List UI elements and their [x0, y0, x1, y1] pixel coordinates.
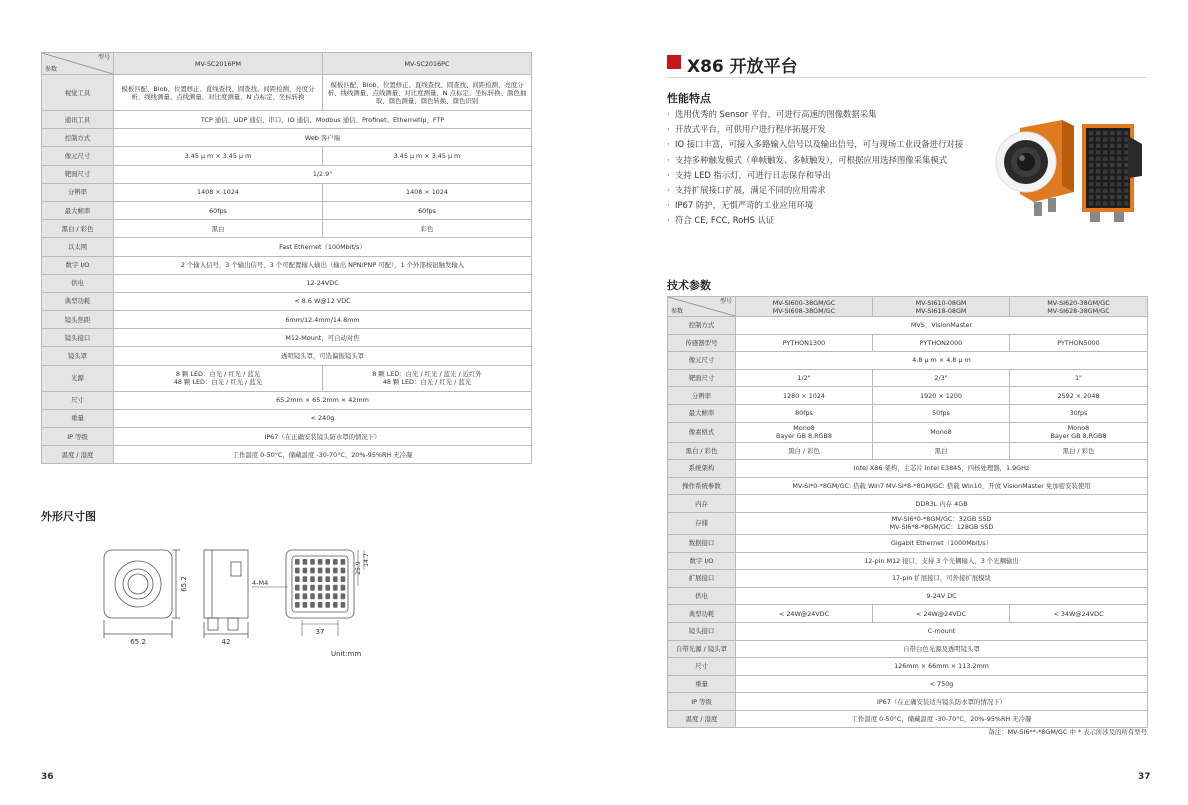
table-row	[42, 165, 532, 183]
footnote: 备注：MV-SI6**-*8GM/GC 中 * 表示所涉及的所有型号	[988, 728, 1147, 736]
right-table-head	[668, 297, 1148, 317]
right-spec-table	[667, 296, 1148, 728]
table-row	[668, 387, 1148, 405]
table-row	[668, 334, 1148, 352]
table-row	[668, 710, 1148, 728]
cell-value: 2 个输入信号，3 个输出信号，3 个可配置输入输出（输出 NPN/PNP 可配），1 个外部按钮触发输入	[114, 256, 532, 274]
cell-value: Gigabit Ethernet（1000Mbit/s）	[736, 534, 1148, 552]
row-label: 镜头罩	[42, 347, 114, 365]
cell-value: 4.8 μ m × 4.8 μ m	[736, 352, 1148, 370]
row-label: 光源	[42, 365, 114, 391]
cell-value: 2592 × 2048	[1010, 387, 1148, 405]
row-label: 控制方式	[668, 317, 736, 335]
row-label: 以太网	[42, 238, 114, 256]
row-label: 分辨率	[42, 183, 114, 201]
cell-value: Web 客户端	[114, 129, 532, 147]
cell-value: 1920 × 1200	[873, 387, 1010, 405]
row-label: 靶面尺寸	[42, 165, 114, 183]
table-corner-cell	[668, 297, 736, 317]
cell-value: < 34W@24VDC	[1010, 605, 1148, 623]
table-row	[668, 460, 1148, 478]
table-row	[42, 292, 532, 310]
features-list	[667, 107, 967, 229]
row-label: 温度 / 湿度	[42, 446, 114, 464]
cell-value: 30fps	[1010, 404, 1148, 422]
row-label: 重量	[668, 675, 736, 693]
row-label: 数据接口	[668, 534, 736, 552]
features-title: 性能特点	[667, 92, 711, 105]
row-label: IP 等级	[668, 693, 736, 711]
cell-value: 50fps	[873, 404, 1010, 422]
row-label: 尺寸	[668, 658, 736, 676]
table-row	[668, 369, 1148, 387]
camera-front	[996, 120, 1074, 216]
cell-value: 12-pin M12 接口，支持 3 个光耦输入，3 个光耦输出	[736, 552, 1148, 570]
table-row	[668, 442, 1148, 460]
back-height-label-b: 14.7	[363, 553, 370, 567]
row-label: 黑白 / 彩色	[42, 220, 114, 238]
cell-value: C-mount	[736, 622, 1148, 640]
left-table-head	[42, 53, 532, 75]
camera-back	[1082, 124, 1142, 222]
cell-value: IP67（在正确安装适当镜头防水罩的情况下）	[736, 693, 1148, 711]
table-row	[668, 495, 1148, 513]
table-row	[42, 129, 532, 147]
back-width-label: 37	[315, 628, 325, 636]
cell-value: MVS，VisionMaster	[736, 317, 1148, 335]
table-row	[668, 693, 1148, 711]
cell-value: 65.2mm × 65.2mm × 42mm	[114, 391, 532, 409]
table-row	[42, 256, 532, 274]
table-row	[42, 111, 532, 129]
row-label: 镜头接口	[42, 329, 114, 347]
model-header: MV-SC2016PM	[114, 53, 323, 75]
table-row	[668, 640, 1148, 658]
table-row	[42, 183, 532, 201]
table-row	[668, 570, 1148, 588]
cell-value: 彩色	[323, 220, 532, 238]
table-row	[668, 622, 1148, 640]
tech-specs-title: 技术参数	[667, 279, 711, 292]
cell-value: 3.45 μ m × 3.45 μ m	[323, 147, 532, 165]
cell-value: Intel X86 架构，主芯片 Intel E3845，四核处理器，1.9GHz	[736, 460, 1148, 478]
row-label: 黑白 / 彩色	[668, 442, 736, 460]
row-label: 像素格式	[668, 422, 736, 442]
row-label: 镜头接口	[668, 622, 736, 640]
unit-label: Unit:mm	[331, 650, 362, 658]
row-label: 传感器型号	[668, 334, 736, 352]
table-row	[668, 512, 1148, 534]
table-row	[42, 329, 532, 347]
cell-value: IP67（在正确安装镜头防水罩的情况下）	[114, 428, 532, 446]
row-label: 最大帧率	[668, 404, 736, 422]
cell-value: 模板匹配、Blob、位置修正、直线查找、圆查找、间距检测、亮度分析、线线测量、点线测量、对比度测量、N 点标定、坐标转换	[114, 75, 323, 111]
cell-value: Mono8 Bayer GB 8,RGB8	[1010, 422, 1148, 442]
page-number-right: 37	[1138, 772, 1151, 782]
row-label: 扩展接口	[668, 570, 736, 588]
page-number-left: 36	[41, 772, 54, 782]
cell-value: 1/2.9"	[114, 165, 532, 183]
model-header: MV-SC2016PC	[323, 53, 532, 75]
row-label: 尺寸	[42, 391, 114, 409]
back-height-label-a: 25.9	[355, 561, 362, 575]
row-label: 存储	[668, 512, 736, 534]
cell-value: 1"	[1010, 369, 1148, 387]
row-label: 视觉工具	[42, 75, 114, 111]
row-label: 像元尺寸	[668, 352, 736, 370]
row-label: 典型功耗	[42, 292, 114, 310]
cell-value: < 24W@24VDC	[873, 605, 1010, 623]
table-row	[42, 147, 532, 165]
row-label: 典型功耗	[668, 605, 736, 623]
table-row	[668, 352, 1148, 370]
table-row	[42, 347, 532, 365]
left-table-body	[42, 75, 532, 464]
cell-value: 8 颗 LED：白光 / 红光 / 蓝光 / 近红外 48 颗 LED：白光 / 红光 / 蓝光	[323, 365, 532, 391]
dimensions-title: 外形尺寸图	[41, 510, 96, 523]
cell-value: 3.45 μ m × 3.45 μ m	[114, 147, 323, 165]
dimension-drawing	[92, 540, 372, 648]
feature-item: · IP67 防护，无惧严苛的工业应用环境	[667, 198, 967, 213]
table-row	[668, 422, 1148, 442]
corner-param-label: 参数	[45, 65, 58, 73]
feature-item: · IO 接口丰富，可接入多路输入信号以及输出信号，可与现场工业设备进行对接	[667, 137, 967, 152]
cell-value: Fast Ethernet（100Mbit/s）	[114, 238, 532, 256]
table-row	[42, 391, 532, 409]
row-label: IP 等级	[42, 428, 114, 446]
table-row	[42, 311, 532, 329]
row-label: 供电	[668, 587, 736, 605]
cell-value: M12-Mount，可自动对焦	[114, 329, 532, 347]
table-row	[668, 477, 1148, 495]
front-width-label: 65.2	[130, 638, 146, 646]
cell-value: 60fps	[323, 201, 532, 219]
row-label: 重量	[42, 409, 114, 427]
row-label: 操作系统参数	[668, 477, 736, 495]
table-row	[42, 446, 532, 464]
corner-param-label: 参数	[671, 307, 684, 315]
table-row	[42, 409, 532, 427]
cell-value: 12-24VDC	[114, 274, 532, 292]
row-label: 数字 I/O	[42, 256, 114, 274]
cell-value: 126mm × 66mm × 113.2mm	[736, 658, 1148, 676]
header-divider	[667, 77, 1147, 78]
table-row	[42, 75, 532, 111]
heatsink-fins	[295, 559, 345, 608]
cell-value: 模板匹配、Blob、位置修正、直线查找、圆查找、间距检测、亮度分析、线线测量、点线测量、对比度测量、N 点标定、坐标转换、颜色抽取、颜色测量、颜色转换、颜色识别	[323, 75, 532, 111]
cell-value: 黑白 / 彩色	[1010, 442, 1148, 460]
table-row	[668, 534, 1148, 552]
table-row	[42, 365, 532, 391]
cell-value: 2/3"	[873, 369, 1010, 387]
row-label: 分辨率	[668, 387, 736, 405]
row-label: 镜头焦距	[42, 311, 114, 329]
table-row	[668, 587, 1148, 605]
cell-value: < 8.6 W@12 VDC	[114, 292, 532, 310]
corner-model-label: 型号	[719, 298, 732, 305]
cell-value: 黑白	[873, 442, 1010, 460]
row-label: 温度 / 湿度	[668, 710, 736, 728]
cell-value: 黑白	[114, 220, 323, 238]
row-label: 控制方式	[42, 129, 114, 147]
cell-value: PYTHON2000	[873, 334, 1010, 352]
cell-value: 17-pin 扩展接口，可外接扩展模块	[736, 570, 1148, 588]
feature-item: · 选用优秀的 Sensor 平台，可进行高速的图像数据采集	[667, 107, 967, 122]
side-view	[204, 550, 248, 638]
row-label: 最大帧率	[42, 201, 114, 219]
row-label: 供电	[42, 274, 114, 292]
cell-value: < 240g	[114, 409, 532, 427]
cell-value: 1408 × 1024	[114, 183, 323, 201]
cell-value: TCP 通信、UDP 通信、串口、IO 通信、Modbus 通信、Profinet、EthernetIp、FTP	[114, 111, 532, 129]
cell-value: < 24W@24VDC	[736, 605, 873, 623]
cell-value: MV-SI6*0-*8GM/GC：32GB SSD MV-SI6*8-*8GM/GC：128GB SSD	[736, 512, 1148, 534]
table-row	[668, 404, 1148, 422]
cell-value: 工作温度 0-50°C，储藏温度 -30-70°C，20%-95%RH 无冷凝	[114, 446, 532, 464]
table-row	[668, 675, 1148, 693]
feature-item: · 支持 LED 指示灯，可进行日志保存和导出	[667, 168, 967, 183]
cell-value: Mono8	[873, 422, 1010, 442]
cell-value: 6mm/12.4mm/14.8mm	[114, 311, 532, 329]
page-header	[667, 52, 1147, 77]
table-row	[42, 220, 532, 238]
row-label: 系统架构	[668, 460, 736, 478]
right-table-body	[668, 317, 1148, 728]
model-header: MV-SI610-08GM MV-SI618-08GM	[873, 297, 1010, 317]
row-label: 像元尺寸	[42, 147, 114, 165]
table-corner-cell	[42, 53, 114, 75]
cell-value: 60fps	[114, 201, 323, 219]
cell-value: 黑白 / 彩色	[736, 442, 873, 460]
corner-model-label: 型号	[97, 54, 110, 61]
front-view	[104, 550, 180, 638]
model-header: MV-SI620-38GM/GC MV-SI628-38GM/GC	[1010, 297, 1148, 317]
row-label: 通讯工具	[42, 111, 114, 129]
cell-value: 透明镜头罩，可选偏振镜头罩	[114, 347, 532, 365]
cell-value: 自带白色光源及透明镜头罩	[736, 640, 1148, 658]
cell-value: < 750g	[736, 675, 1148, 693]
front-height-label: 65.2	[180, 576, 188, 592]
header-title: X86 开放平台	[687, 57, 798, 77]
cell-value: 8 颗 LED：白光 / 红光 / 蓝光 48 颗 LED：白光 / 红光 / 蓝光	[114, 365, 323, 391]
cell-value: DDR3L 内存 4GB	[736, 495, 1148, 513]
header-accent-square	[667, 55, 681, 69]
row-label: 自带光源 / 镜头罩	[668, 640, 736, 658]
feature-item: · 支持扩展接口扩展，满足不同的应用需求	[667, 183, 967, 198]
product-image	[990, 106, 1150, 231]
cell-value: 1/2"	[736, 369, 873, 387]
cell-value: PYTHON1300	[736, 334, 873, 352]
left-spec-table	[41, 52, 532, 464]
side-width-label: 42	[221, 638, 231, 646]
cell-value: Mono8 Bayer GB 8,RGB8	[736, 422, 873, 442]
row-label: 靶面尺寸	[668, 369, 736, 387]
table-row	[668, 317, 1148, 335]
feature-item: · 开放式平台，可供用户进行程序拓展开发	[667, 122, 967, 137]
table-row	[42, 201, 532, 219]
table-row	[668, 658, 1148, 676]
table-row	[42, 274, 532, 292]
feature-item: · 符合 CE, FCC, RoHS 认证	[667, 213, 967, 228]
cell-value: 9-24V DC	[736, 587, 1148, 605]
feature-item: · 支持多种触发模式（单帧触发、多帧触发），可根据应用选择图像采集模式	[667, 153, 967, 168]
table-row	[42, 428, 532, 446]
cell-value: 80fps	[736, 404, 873, 422]
cell-value: 1408 × 1024	[323, 183, 532, 201]
row-label: 内存	[668, 495, 736, 513]
table-row	[668, 552, 1148, 570]
cell-value: MV-SI*0-*8GM/GC: 搭载 Win7 MV-SI*8-*8GM/GC: 搭载 Win10，开放 VisionMaster 免加密安装使用	[736, 477, 1148, 495]
model-header: MV-SI600-38GM/GC MV-SI608-38GM/GC	[736, 297, 873, 317]
cell-value: 1280 × 1024	[736, 387, 873, 405]
cell-value: PYTHON5000	[1010, 334, 1148, 352]
connector-label: 4-M4	[252, 579, 269, 587]
row-label: 数字 I/O	[668, 552, 736, 570]
cell-value: 工作温度 0-50°C，储藏温度 -30-70°C，20%-95%RH 无冷凝	[736, 710, 1148, 728]
table-row	[668, 605, 1148, 623]
table-row	[42, 238, 532, 256]
